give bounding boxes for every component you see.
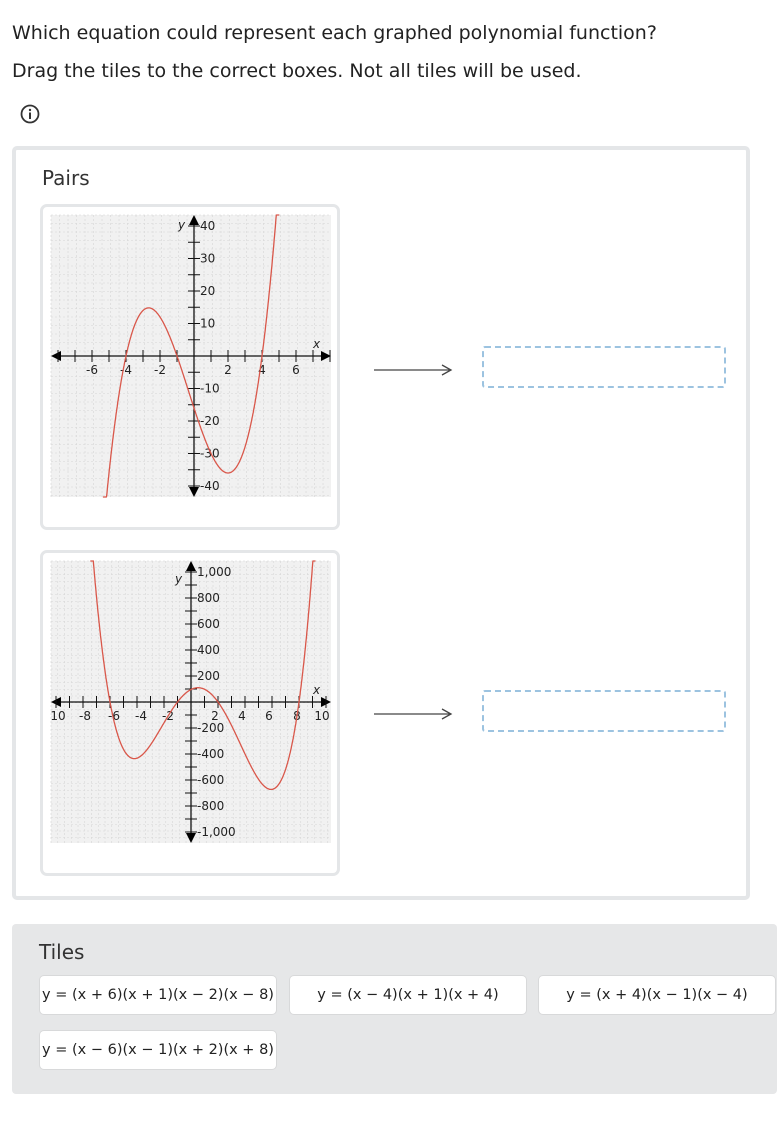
y-tick-label: -1,000 [197,825,236,839]
y-tick-label: -800 [197,799,225,813]
y-tick-label: 40 [200,219,216,233]
graph-card-1 [40,204,340,530]
x-tick-label: -8 [79,709,91,723]
x-tick-label: 4 [258,363,266,377]
graph-1-svg [43,207,337,527]
y-tick-label: 600 [197,617,220,631]
x-tick-label: 6 [265,709,273,723]
tile-equation-1[interactable]: y = (x + 6)(x + 1)(x − 2)(x − 8) [40,976,276,1014]
y-tick-label: -40 [200,479,220,493]
question-text: Which equation could represent each graphed polynomial function? [12,22,657,44]
x-tick-label: -2 [154,363,166,377]
x-tick-label: -4 [135,709,147,723]
x-tick-label: 4 [238,709,246,723]
graph-card-2 [40,550,340,876]
info-circle-icon[interactable] [20,104,40,124]
y-tick-label: -600 [197,773,225,787]
x-tick-label: 6 [292,363,300,377]
y-tick-label: 200 [197,669,220,683]
x-tick-label: 10 [50,709,66,723]
tile-equation-3[interactable]: y = (x + 4)(x − 1)(x − 4) [539,976,775,1014]
x-tick-label: 2 [211,709,219,723]
pairs-panel [12,146,750,900]
x-axis-label: x [313,683,321,697]
tile-equation-2[interactable]: y = (x − 4)(x + 1)(x + 4) [290,976,526,1014]
x-tick-label: 8 [293,709,301,723]
y-tick-label: -20 [200,414,220,428]
y-tick-label: 20 [200,284,216,298]
x-tick-label: 2 [224,363,232,377]
y-axis-label: y [175,572,183,586]
x-tick-label: -6 [108,709,120,723]
x-tick-label: 10 [314,709,330,723]
y-tick-label: 30 [200,251,216,266]
instruction-text: Drag the tiles to the correct boxes. Not all tiles will be used. [12,60,582,82]
y-tick-label: 400 [197,643,220,657]
arrow-right-icon [374,364,454,376]
x-tick-label: -6 [86,363,98,377]
drop-box-2[interactable] [482,690,726,732]
drop-box-1[interactable] [482,346,726,388]
graph-2-svg [43,553,337,873]
x-tick-label: -4 [120,363,132,377]
pairs-title: Pairs [42,166,90,190]
y-axis-label: y [178,218,186,232]
y-tick-label: -400 [197,747,225,761]
y-tick-label: -200 [197,721,225,735]
x-axis-label: x [313,337,321,351]
tiles-title: Tiles [39,940,85,964]
tile-equation-4[interactable]: y = (x − 6)(x − 1)(x + 2)(x + 8) [40,1031,276,1069]
tiles-panel [12,924,777,1094]
arrow-right-icon [374,708,454,720]
y-tick-label: -30 [200,446,220,461]
y-tick-label: 10 [200,316,216,331]
x-tick-label: -2 [162,709,174,723]
y-tick-label: -10 [200,381,220,396]
y-tick-label: 1,000 [197,565,232,579]
y-tick-label: 800 [197,591,220,605]
